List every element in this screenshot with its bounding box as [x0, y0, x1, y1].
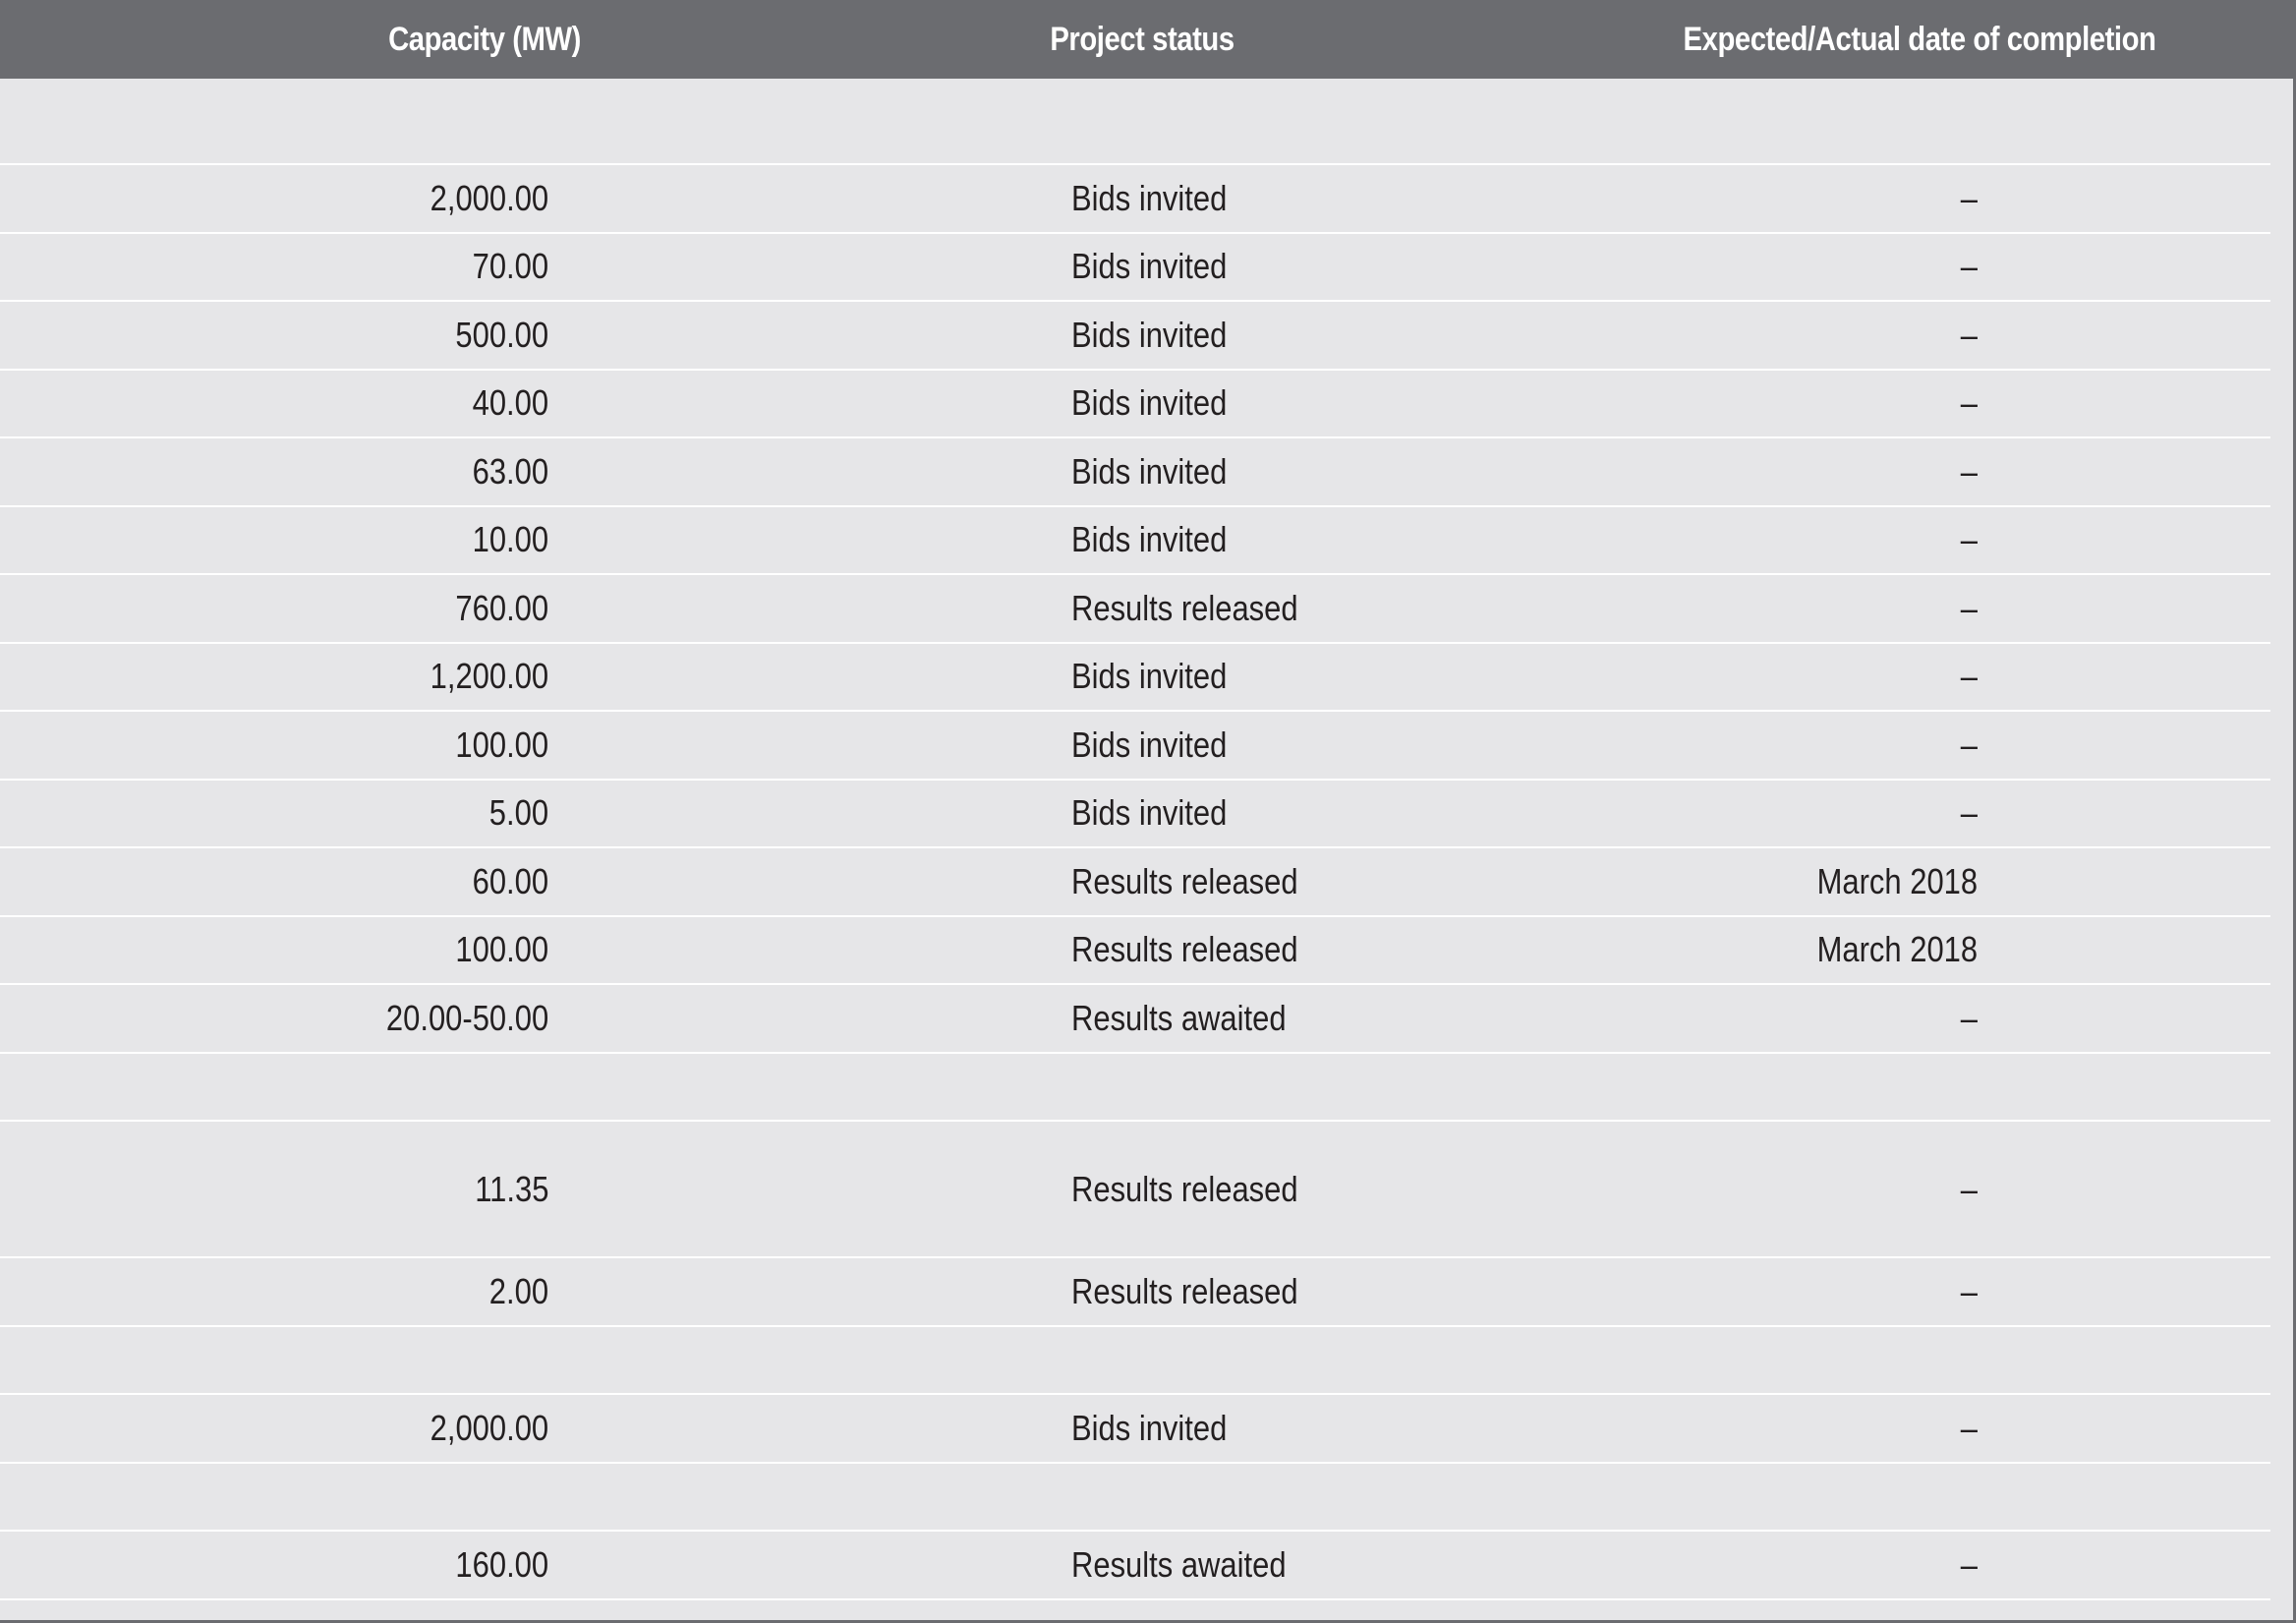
table-row [0, 848, 2270, 917]
completion-date-cell-text: – [1960, 997, 1978, 1038]
capacity-cell [360, 985, 548, 1052]
capacity-cell [460, 371, 548, 437]
table-row [0, 1122, 2270, 1258]
completion-date-cell-text: – [1960, 1270, 1978, 1311]
status-cell-text: Bids invited [1071, 724, 1228, 765]
table-row [0, 917, 2270, 986]
status-cell [1071, 781, 1252, 847]
capacity-cell-text: 70.00 [472, 246, 548, 287]
table-row [0, 1327, 2270, 1396]
status-cell [1071, 1258, 1335, 1325]
completion-date-cell-text: – [1960, 792, 1978, 834]
capacity-cell [440, 712, 548, 779]
completion-date-cell-text: – [1960, 314, 1978, 355]
capacity-cell [440, 575, 548, 642]
status-cell [1071, 848, 1335, 915]
completion-date-cell-text: – [1960, 177, 1978, 218]
status-cell-text: Results released [1071, 1270, 1298, 1311]
table-row [0, 644, 2270, 713]
capacity-cell [411, 1395, 548, 1462]
capacity-cell-text: 63.00 [472, 450, 548, 492]
status-cell-text: Bids invited [1071, 656, 1228, 697]
capacity-cell-text: 100.00 [455, 724, 548, 765]
capacity-cell [460, 848, 548, 915]
status-cell-text: Bids invited [1071, 519, 1228, 560]
status-cell [1071, 234, 1252, 301]
capacity-cell [460, 438, 548, 505]
completion-date-cell [1958, 234, 1978, 301]
status-cell-text: Results awaited [1071, 997, 1287, 1038]
completion-date-cell-text: – [1960, 519, 1978, 560]
status-cell-text: Bids invited [1071, 246, 1228, 287]
status-cell-text: Results released [1071, 860, 1298, 901]
capacity-cell [460, 234, 548, 301]
completion-date-cell-text: – [1960, 1543, 1978, 1585]
completion-date-cell [1958, 644, 1978, 711]
capacity-cell-text: 60.00 [472, 860, 548, 901]
capacity-cell-text: 40.00 [472, 382, 548, 424]
status-cell-text: Results awaited [1071, 1543, 1287, 1585]
completion-date-cell [1791, 848, 1978, 915]
completion-date-cell-text: – [1960, 1407, 1978, 1448]
table-row [0, 575, 2270, 644]
completion-date-cell [1958, 371, 1978, 437]
status-cell-text: Bids invited [1071, 382, 1228, 424]
table-row [0, 1054, 2270, 1123]
completion-date-cell-text: March 2018 [1816, 860, 1978, 901]
status-cell-text: Bids invited [1071, 792, 1228, 834]
capacity-cell-text: 160.00 [455, 1543, 548, 1585]
status-cell [1071, 712, 1252, 779]
completion-date-cell-text: – [1960, 450, 1978, 492]
completion-date-cell [1958, 781, 1978, 847]
completion-date-cell-text: March 2018 [1816, 929, 1978, 970]
completion-date-cell [1791, 917, 1978, 984]
capacity-cell-text: 500.00 [455, 314, 548, 355]
status-cell-text: Bids invited [1071, 1407, 1228, 1448]
completion-date-cell [1958, 1532, 1978, 1598]
capacity-cell-text: 5.00 [488, 792, 548, 834]
table-row [0, 165, 2270, 234]
status-cell [1071, 507, 1252, 574]
capacity-cell-text: 2,000.00 [430, 177, 548, 218]
status-cell-text: Results released [1071, 1168, 1298, 1209]
capacity-cell [460, 507, 548, 574]
completion-date-cell [1958, 1258, 1978, 1325]
capacity-cell [411, 644, 548, 711]
table-header: Capacity (MW) Project status Expected/Actual date of completion [0, 0, 2293, 79]
completion-date-cell-text: – [1960, 587, 1978, 628]
status-cell-text: Bids invited [1071, 314, 1228, 355]
status-cell [1071, 1395, 1252, 1462]
table-row [0, 712, 2270, 781]
completion-date-cell [1958, 1395, 1978, 1462]
completion-date-cell [1958, 507, 1978, 574]
table-row [0, 438, 2270, 507]
capacity-cell-text: 100.00 [455, 929, 548, 970]
completion-date-cell [1958, 438, 1978, 505]
completion-date-cell [1958, 712, 1978, 779]
table-row [0, 302, 2270, 371]
table-row [0, 985, 2270, 1054]
capacity-cell-text: 1,200.00 [430, 656, 548, 697]
capacity-cell [440, 917, 548, 984]
status-cell-text: Results released [1071, 929, 1298, 970]
completion-date-cell-text: – [1960, 1168, 1978, 1209]
capacity-cell [440, 302, 548, 369]
capacity-cell-text: 10.00 [472, 519, 548, 560]
completion-date-cell [1958, 985, 1978, 1052]
status-cell [1071, 302, 1252, 369]
capacity-cell-text: 11.35 [474, 1168, 548, 1209]
status-cell [1071, 1122, 1335, 1256]
capacity-cell-text: 2,000.00 [430, 1407, 548, 1448]
status-cell-text: Results released [1071, 587, 1298, 628]
completion-date-cell [1958, 1122, 1978, 1256]
status-cell [1071, 165, 1252, 232]
status-cell-text: Bids invited [1071, 177, 1228, 218]
completion-date-cell-text: – [1960, 382, 1978, 424]
completion-date-cell-text: – [1960, 724, 1978, 765]
status-cell [1071, 438, 1252, 505]
table-row [0, 1464, 2270, 1533]
completion-date-cell [1958, 165, 1978, 232]
completion-date-cell [1958, 302, 1978, 369]
table-row [0, 371, 2270, 439]
capacity-cell [480, 1258, 548, 1325]
table-body [0, 79, 2270, 1600]
status-cell [1071, 371, 1252, 437]
status-cell [1071, 575, 1335, 642]
capacity-cell-text: 760.00 [455, 587, 548, 628]
status-cell [1071, 985, 1321, 1052]
table-row [0, 781, 2270, 849]
capacity-cell [463, 1122, 548, 1256]
table-row [0, 234, 2270, 303]
table-row [0, 1258, 2270, 1327]
status-cell [1071, 1532, 1321, 1598]
table-row [0, 1395, 2270, 1464]
completion-date-cell [1958, 575, 1978, 642]
capacity-cell [480, 781, 548, 847]
table-row [0, 1532, 2270, 1600]
status-cell-text: Bids invited [1071, 450, 1228, 492]
capacity-cell-text: 2.00 [488, 1270, 548, 1311]
table-row [0, 507, 2270, 576]
completion-date-cell-text: – [1960, 246, 1978, 287]
completion-date-cell-text: – [1960, 656, 1978, 697]
status-cell [1071, 917, 1335, 984]
capacity-cell-text: 20.00-50.00 [385, 997, 548, 1038]
capacity-cell [411, 165, 548, 232]
table-row [0, 79, 2270, 165]
capacity-cell [440, 1532, 548, 1598]
status-cell [1071, 644, 1252, 711]
